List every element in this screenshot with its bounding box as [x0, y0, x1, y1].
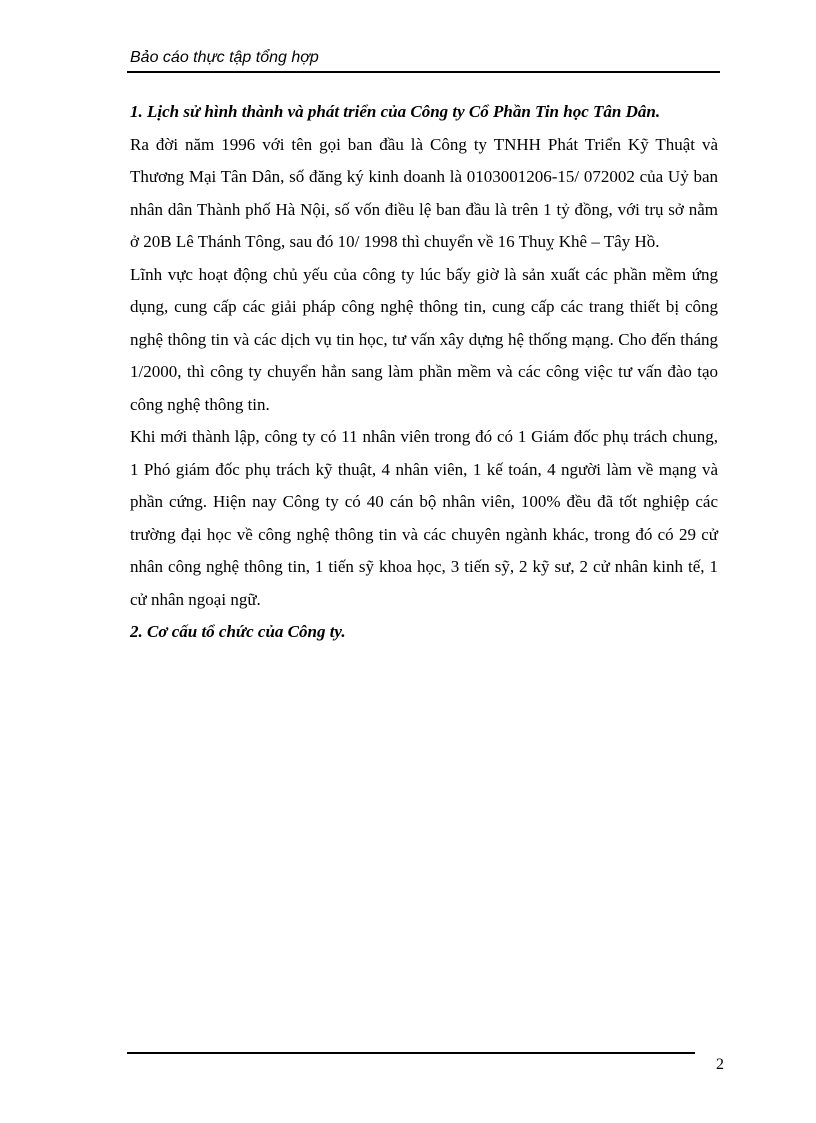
footer-divider [127, 1052, 695, 1054]
page-header-title: Bảo cáo thực tập tổng hợp [130, 49, 319, 66]
header-divider [127, 71, 720, 73]
section-1-heading: 1. Lịch sử hình thành và phát triển của Công ty Cổ Phần Tin học Tân Dân. [130, 102, 661, 121]
section-1-paragraph-1: Ra đời năm 1996 với tên gọi ban đầu là Công ty TNHH Phát Triển Kỹ Thuật và Thương Mại Tân Dân, số đăng ký kinh doanh là 0103001206-15/ 072002 của Uỷ ban nhân dân Thành phố Hà Nội, số vốn điều lệ ban đầu là trên 1 tỷ đồng, với trụ sở nằm ở 20B Lê Thánh Tông, sau đó 10/ 1998 thì chuyển về 16 Thuỵ Khê – Tây Hồ. [130, 134, 718, 251]
section-2-heading: 2. Cơ cấu tổ chức của Công ty. [130, 622, 346, 641]
document-body [130, 96, 718, 649]
page-number: 2 [716, 1056, 724, 1073]
section-1-paragraph-3: Khi mới thành lập, công ty có 11 nhân viên trong đó có 1 Giám đốc phụ trách chung, 1 Phó giám đốc phụ trách kỹ thuật, 4 nhân viên, 1 kế toán, 4 người làm về mạng và phần cứng. Hiện nay Công ty có 40 cán bộ nhân viên, 100% đều đã tốt nghiệp các trường đại học về công nghệ thông tin và các chuyên ngành khác, trong đó có 29 cử nhân công nghệ thông tin, 1 tiến sỹ khoa học, 3 tiến sỹ, 2 kỹ sư, 2 cử nhân kinh tế, 1 cử nhân ngoại ngữ. [130, 427, 718, 609]
section-1-paragraph-2: Lĩnh vực hoạt động chủ yếu của công ty lúc bấy giờ là sản xuất các phần mềm ứng dụng, cung cấp các giải pháp công nghệ thông tin, cung cấp các trang thiết bị công nghệ thông tin và các dịch vụ tin học, tư vấn xây dựng hệ thống mạng. Cho đến tháng 1/2000, thì công ty chuyển hẳn sang làm phần mềm và các công việc tư vấn đào tạo công nghệ thông tin. [130, 264, 718, 414]
